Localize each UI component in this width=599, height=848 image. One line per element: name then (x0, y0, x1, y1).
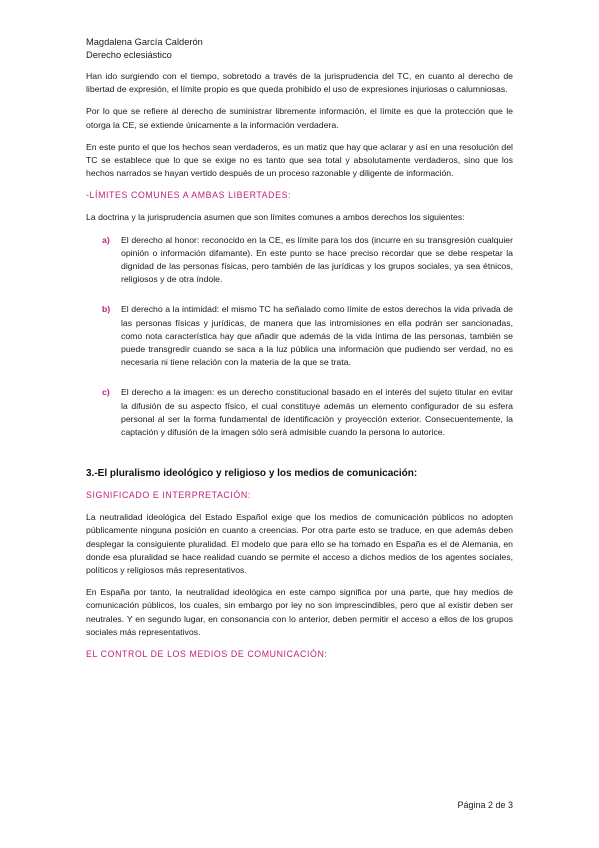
header-subject: Derecho eclesiástico (86, 50, 172, 60)
document-body (86, 70, 513, 670)
list-marker: a) (102, 234, 110, 245)
limits-list (86, 234, 513, 440)
list-item-text: El derecho a la imagen: es un derecho constitucional basado en el interés del sujeto titular en evitar la difusión de su aspecto físico, el cual constituye además un elemento configurador de su esfera personal al ser la forma fundamental de identificación y proyección exterior. Consecuentemente, la captación y difusión de la imagen sólo será admisible cuando la persona lo autorice. (121, 387, 513, 438)
meaning-heading: SIGNIFICADO E INTERPRETACIÓN: (86, 490, 251, 501)
paragraph: En este punto el que los hechos sean verdaderos, es un matiz que hay que aclarar y así en una resolución del TC se establece que lo que se exige no es tanto que sea total y absolutamente verdaderos, sino que los hechos narrados se hayan vertido después de un proceso razonable y diligente de información. (86, 141, 513, 179)
list-item-text: El derecho al honor: reconocido en la CE, es límite para los dos (incurre en su transgresión cualquier opinión o información difamante). En este punto se hace preciso recordar que se debe respetar la dignidad de las personas físicas, pero también de las jurídicas y los grupos sociales, ya sea étnicos, religiosos y de otra índole. (121, 234, 513, 285)
page-header (86, 36, 203, 62)
paragraph: Han ido surgiendo con el tiempo, sobretodo a través de la jurisprudencia del TC, en cuanto al derecho de libertad de expresión, el límite propio es que queda prohibido el uso de expresiones injuriosas o calumniosas. (86, 71, 513, 95)
section-title: 3.-El pluralismo ideológico y religioso y los medios de comunicación: (86, 468, 418, 480)
limits-intro: La doctrina y la jurisprudencia asumen que son límites comunes a ambos derechos los siguientes: (86, 212, 465, 223)
page-number: Página 2 de 3 (457, 800, 513, 810)
list-marker: b) (102, 304, 111, 315)
list-marker: c) (102, 387, 110, 398)
control-heading: EL CONTROL DE LOS MEDIOS DE COMUNICACIÓN: (86, 649, 328, 660)
list-item (86, 303, 513, 369)
limits-heading: -LÍMITES COMUNES A AMBAS LIBERTADES: (86, 190, 292, 201)
header-author: Magdalena García Calderón (86, 37, 203, 47)
paragraph: La neutralidad ideológica del Estado Español exige que los medios de comunicación públicos no adopten públicamente ninguna posición en cuanto a creencias. Por otra parte esto se traduce, en que además deben desplegar la consiguiente pluralidad. El modelo que para ello se ha tomado en España es el de Alemania, en donde esa pluralidad se hace realidad cuando se permite el acceso a dichos medios de los agentes sociales, políticos y religiosos más representativos. (86, 512, 513, 576)
list-item-text: El derecho a la intimidad: el mismo TC ha señalado como límite de estos derechos la vida privada de las personas físicas y jurídicas, de manera que las intromisiones en ella podrán ser sancionadas, como nota característica hay que añadir que además de la vida íntima de las personas, también se puede transgredir cuando se saca a la luz pública una información que pudiendo ser verdad, no es necesaria ni tiene relación con la materia de la que se trata. (121, 304, 513, 368)
paragraph: Por lo que se refiere al derecho de suministrar libremente información, el límite es que la protección que le otorga la CE, se extiende únicamente a la información verdadera. (86, 106, 513, 130)
list-item (86, 386, 513, 439)
list-item (86, 234, 513, 287)
paragraph: En España por tanto, la neutralidad ideológica en este campo significa por una parte, que hay medios de comunicación públicos, los cuales, sin embargo por ley no son imprescindibles, pero que al existir deben ser neutrales. Y en segundo lugar, en consonancia con lo anterior, deben permitir el acceso a ellos de los grupos sociales más representativos. (86, 587, 513, 637)
